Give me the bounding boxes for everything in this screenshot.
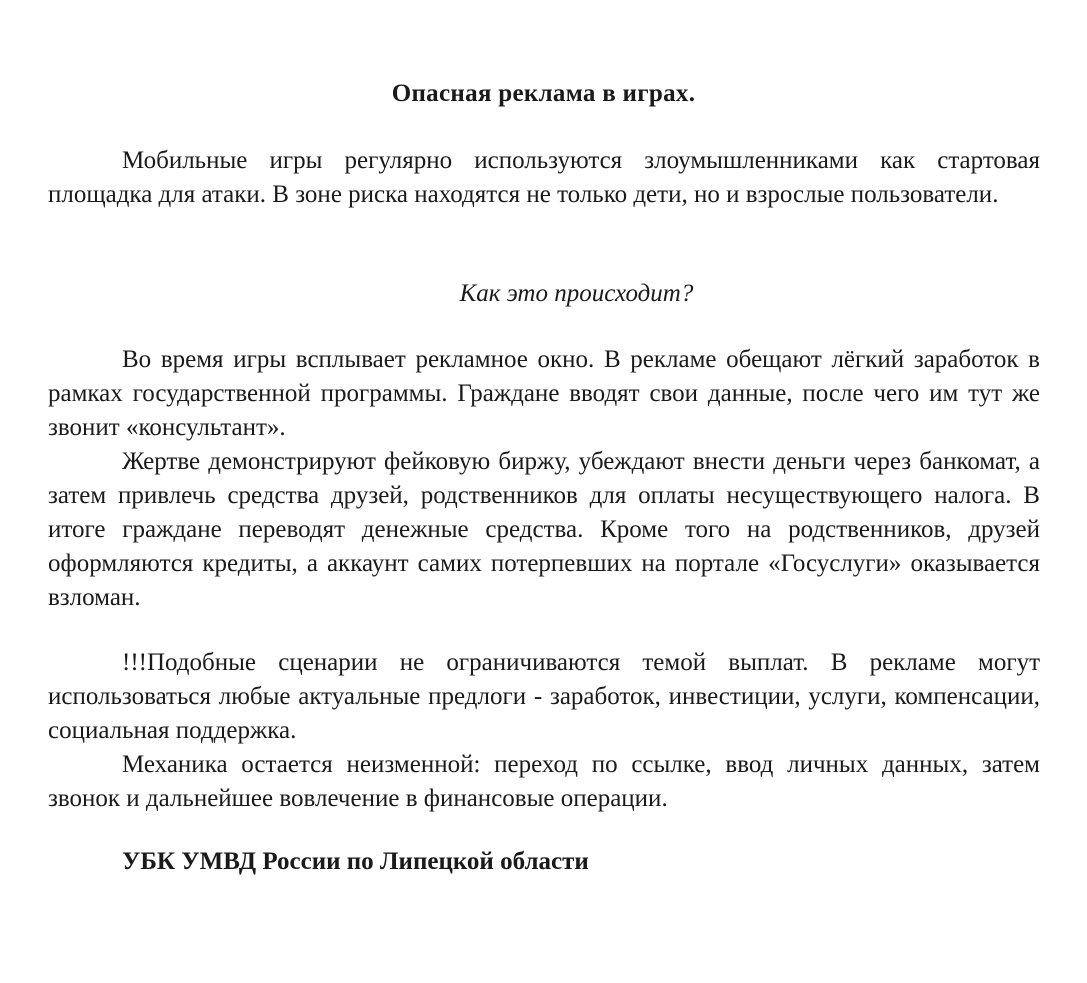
intro-paragraph: Мобильные игры регулярно используются злоумышленниками как стартовая площадка для атаки. В зоне риска находятся не только дети, но и взрослые пользователи. [48,147,1040,208]
warning-block [48,646,1040,816]
intro-block [48,144,1040,212]
document-title: Опасная реклама в играх. [391,80,696,107]
paragraph-1: Во время игры всплывает рекламное окно. В рекламе обещают лёгкий заработок в рамках государственной программы. Граждане вводят свои данные, после чего им тут же звонит «консультант». [48,346,1040,441]
description-block [48,343,1040,615]
paragraph-4: Механика остается неизменной: переход по ссылке, ввод личных данных, затем звонок и дальнейшее вовлечение в финансовые операции. [48,751,1040,812]
section-subtitle: Как это происходит? [459,280,694,307]
signature: УБК УМВД России по Липецкой области [122,848,589,875]
paragraph-2: Жертве демонстрируют фейковую биржу, убеждают внести деньги через банкомат, а затем привлечь средства друзей, родственников для оплаты несуществующего налога. В итоге граждане переводят денежные средства. Кроме того на родственников, друзей оформляются кредиты, а аккаунт самих потерпевших на портале «Госуслуги» оказывается взломан. [48,448,1040,611]
paragraph-3: !!!Подобные сценарии не ограничиваются темой выплат. В рекламе могут использоваться любые актуальные предлоги - заработок, инвестиции, услуги, компенсации, социальная поддержка. [48,649,1040,744]
